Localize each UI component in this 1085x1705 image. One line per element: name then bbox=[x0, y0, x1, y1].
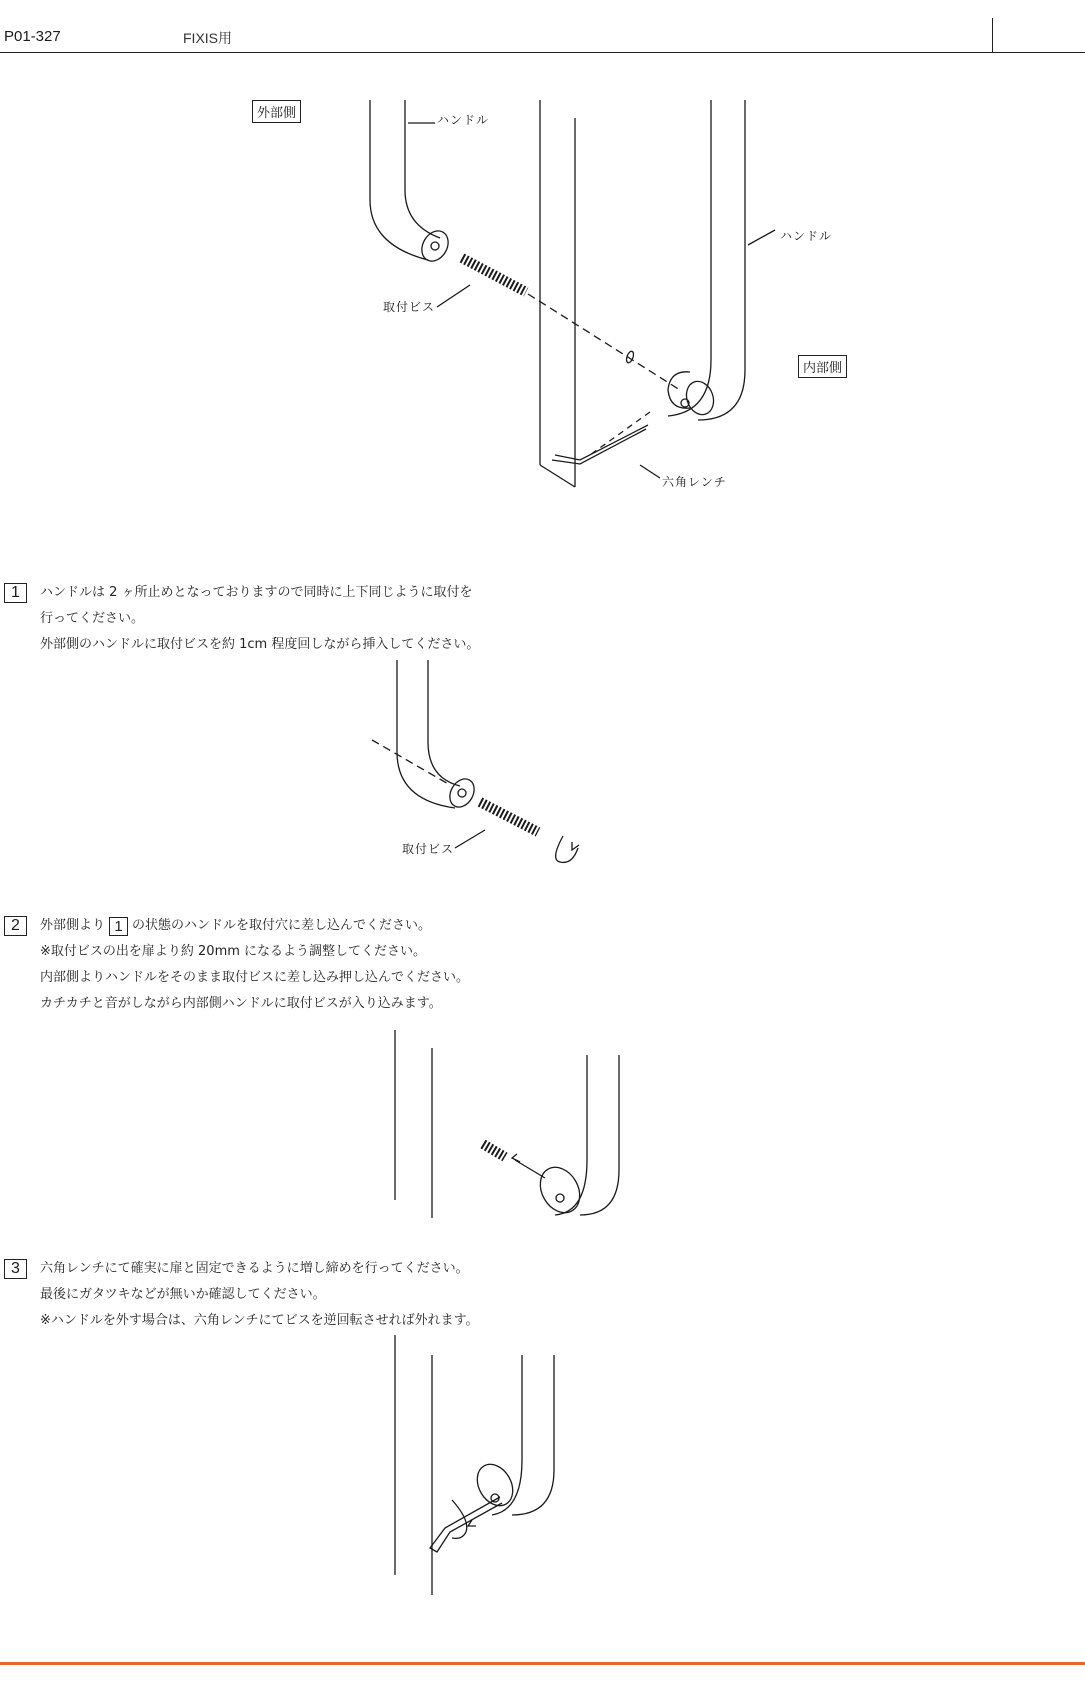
step-3-text bbox=[40, 1256, 479, 1334]
step-2-number: 2 bbox=[4, 916, 27, 936]
main-assembly-diagram bbox=[0, 0, 1085, 520]
step-2-ref-box: 1 bbox=[109, 917, 128, 936]
document-title: FIXIS用 bbox=[183, 30, 233, 46]
screw-label: 取付ビス bbox=[383, 300, 436, 314]
step-3-line-3: ※ハンドルを外す場合は、六角レンチにてビスを逆回転させれば外れます。 bbox=[40, 1313, 479, 1328]
outer-side-tag: 外部側 bbox=[252, 100, 301, 123]
step-2-line-1-end: の状態のハンドルを取付穴に差し込んでください。 bbox=[132, 918, 432, 933]
step-3-diagram bbox=[0, 1330, 1085, 1610]
step-1-screw-label: 取付ビス bbox=[402, 842, 455, 856]
inner-handle-label: ハンドル bbox=[780, 229, 833, 243]
step-2-line-3: 内部側よりハンドルをそのまま取付ビスに差し込み押し込んでください。 bbox=[40, 970, 470, 985]
step-1-diagram bbox=[0, 650, 1085, 870]
step-3-line-1: 六角レンチにて確実に扉と固定できるように増し締めを行ってください。 bbox=[40, 1261, 469, 1276]
step-3-number: 3 bbox=[4, 1259, 27, 1279]
step-2-diagram bbox=[0, 1025, 1085, 1225]
step-2-line-1 bbox=[40, 913, 469, 939]
step-2-line-4: カチカチと音がしながら内部側ハンドルに取付ビスが入り込みます。 bbox=[40, 996, 442, 1011]
step-1-number: 1 bbox=[4, 583, 27, 603]
footer-accent-rule bbox=[0, 1662, 1085, 1665]
step-1-line-3: 外部側のハンドルに取付ビスを約 1cm 程度回しながら挿入してください。 bbox=[40, 637, 480, 652]
step-1-line-2: 行ってください。 bbox=[40, 611, 145, 626]
step-2-line-2: ※取付ビスの出を扉より約 20mm になるよう調整してください。 bbox=[40, 944, 427, 959]
step-1-text bbox=[40, 580, 479, 658]
step-1-line-1: ハンドルは 2 ヶ所止めとなっておりますので同時に上下同じように取付を bbox=[40, 585, 473, 600]
document-code: P01-327 bbox=[4, 28, 61, 45]
step-2-line-1-start: 外部側より bbox=[40, 918, 106, 933]
inner-side-tag: 内部側 bbox=[798, 355, 847, 378]
wrench-label: 六角レンチ bbox=[662, 475, 727, 489]
step-3-line-2: 最後にガタツキなどが無いか確認してください。 bbox=[40, 1287, 326, 1302]
step-2-text bbox=[40, 913, 469, 1017]
outer-handle-label: ハンドル bbox=[437, 113, 490, 127]
